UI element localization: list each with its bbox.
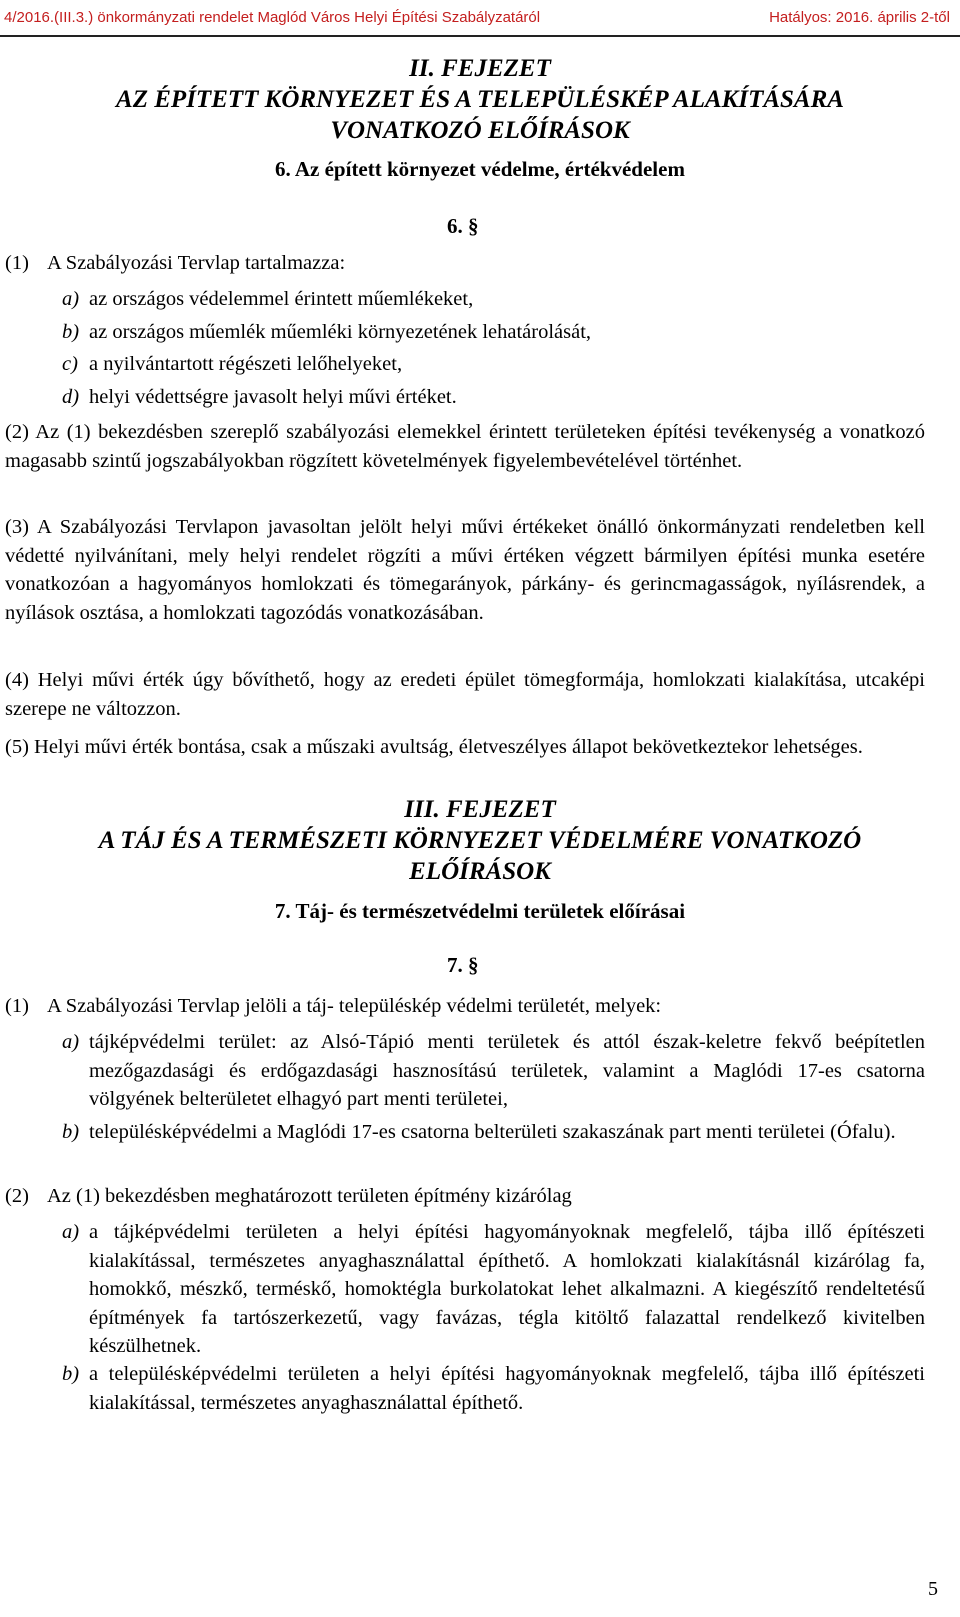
p7-1-text: A Szabályozási Tervlap jelöli a táj- településkép védelmi területét, melyek:: [47, 995, 662, 1017]
p6-1-item-c: a nyilvántartott régészeti lelőhelyeket,: [89, 353, 403, 375]
paragraph-7-heading: 7. §: [447, 953, 479, 977]
p6-2: (2) Az (1) bekezdésben szereplő szabályozási elemekkel érintett területeken építési tevékenység a vonatkozó magasabb szintű jogszabályokban rögzített követelmények figyelembevételével történhet.: [5, 421, 925, 472]
p7-2-item-b: a településképvédelmi területen a helyi építési hagyományoknak megfelelő, tájba illő építészeti kialakítással, természetes anyaghasználattal építhető.: [89, 1363, 925, 1414]
p7-2-item-a: a tájképvédelmi területen a helyi építési hagyományoknak megfelelő, tájba illő építészeti kialakítással, természetes anyaghasználattal építhető. A homlokzati kialakításnál kizárólag fa, homokkő, mészkő, terméskő, homoktégla burkolatokat lehet alkalmazni. A kiegészítő rendeltetésű építmények fa tartószerkezetű, vagy favázas, tégla kitöltő falazattal rendelkező kivitelben készülhetnek.: [89, 1221, 925, 1357]
p6-1-item-b: az országos műemlék műemléki környezetének lehatárolását,: [89, 321, 592, 343]
p6-1-item-c-letter: c): [62, 353, 78, 375]
chapter-3-title-line2: ELŐÍRÁSOK: [409, 858, 551, 885]
p6-1-item-d: helyi védettségre javasolt helyi művi értéket.: [89, 386, 457, 408]
page-header: [0, 0, 960, 38]
p6-1-item-b-letter: b): [62, 321, 80, 343]
p7-1-item-b: településképvédelmi a Maglódi 17-es csatorna belterületi szakaszának part menti területei (Ófalu).: [89, 1121, 896, 1143]
p6-4: (4) Helyi művi érték úgy bővíthető, hogy az eredeti épület tömegformája, homlokzati kialakítása, utcaképi szerepe ne változzon.: [5, 669, 925, 720]
p6-5: (5) Helyi művi érték bontása, csak a műszaki avultság, életveszélyes állapot bekövetkeztekor lehetséges.: [5, 736, 863, 758]
p7-2-item-a-letter: a): [62, 1221, 80, 1243]
p6-1-item-d-letter: d): [62, 386, 80, 408]
p7-1-number: (1): [5, 995, 29, 1017]
chapter-2-title-line2: VONATKOZÓ ELŐÍRÁSOK: [330, 117, 630, 144]
p6-1-number: (1): [5, 252, 29, 274]
chapter-2-heading: II. FEJEZET: [409, 55, 551, 82]
chapter-2-title-line1: AZ ÉPÍTETT KÖRNYEZET ÉS A TELEPÜLÉSKÉP ALAKÍTÁSÁRA: [116, 86, 844, 113]
p7-1-item-b-letter: b): [62, 1121, 80, 1143]
p6-1-text: A Szabályozási Tervlap tartalmazza:: [47, 252, 346, 274]
page-number: 5: [928, 1578, 938, 1600]
p7-2-number: (2): [5, 1185, 29, 1207]
p6-1-item-a-letter: a): [62, 288, 80, 310]
chapter-3-title-line1: A TÁJ ÉS A TERMÉSZETI KÖRNYEZET VÉDELMÉRE VONATKOZÓ: [98, 827, 862, 854]
section-6-title: 6. Az épített környezet védelme, értékvédelem: [275, 157, 685, 181]
p6-1-item-a: az országos védelemmel érintett műemlékeket,: [89, 288, 474, 310]
header-divider: [0, 35, 960, 37]
header-document-title: 4/2016.(III.3.) önkormányzati rendelet Maglód Város Helyi Építési Szabályzatáról: [4, 9, 541, 26]
p7-2-item-b-letter: b): [62, 1363, 80, 1385]
p6-3: (3) A Szabályozási Tervlapon javasoltan jelölt helyi művi értékeket önálló önkormányzati rendeletben kell védetté nyilvánítani, mely helyi rendelet rögzíti a művi értéken végzett bármilyen építési munka esetére vonatkozóan a hagyományos homlokzati és tömegarányok, párkány- és gerincmagasságok, nyílásrendek, a nyílások osztása, a homlokzati tagozódás vonatkozásában.: [5, 516, 925, 624]
header-validity: Hatályos: 2016. április 2-től: [769, 9, 950, 26]
section-7-title: 7. Táj- és természetvédelmi területek előírásai: [274, 899, 686, 923]
p7-1-item-a: tájképvédelmi terület: az Alsó-Tápió menti területek és attól észak-keletre fekvő beépítetlen mezőgazdasági és erdőgazdasági hasznosítású területek, valamint a Maglódi 17-es csatorna völgyének belterületet elhagyó part menti területei,: [89, 1031, 925, 1110]
chapter-3-heading: III. FEJEZET: [404, 796, 556, 823]
paragraph-6-heading: 6. §: [447, 214, 479, 238]
p7-1-item-a-letter: a): [62, 1031, 80, 1053]
p7-2-text: Az (1) bekezdésben meghatározott területen építmény kizárólag: [47, 1185, 572, 1207]
